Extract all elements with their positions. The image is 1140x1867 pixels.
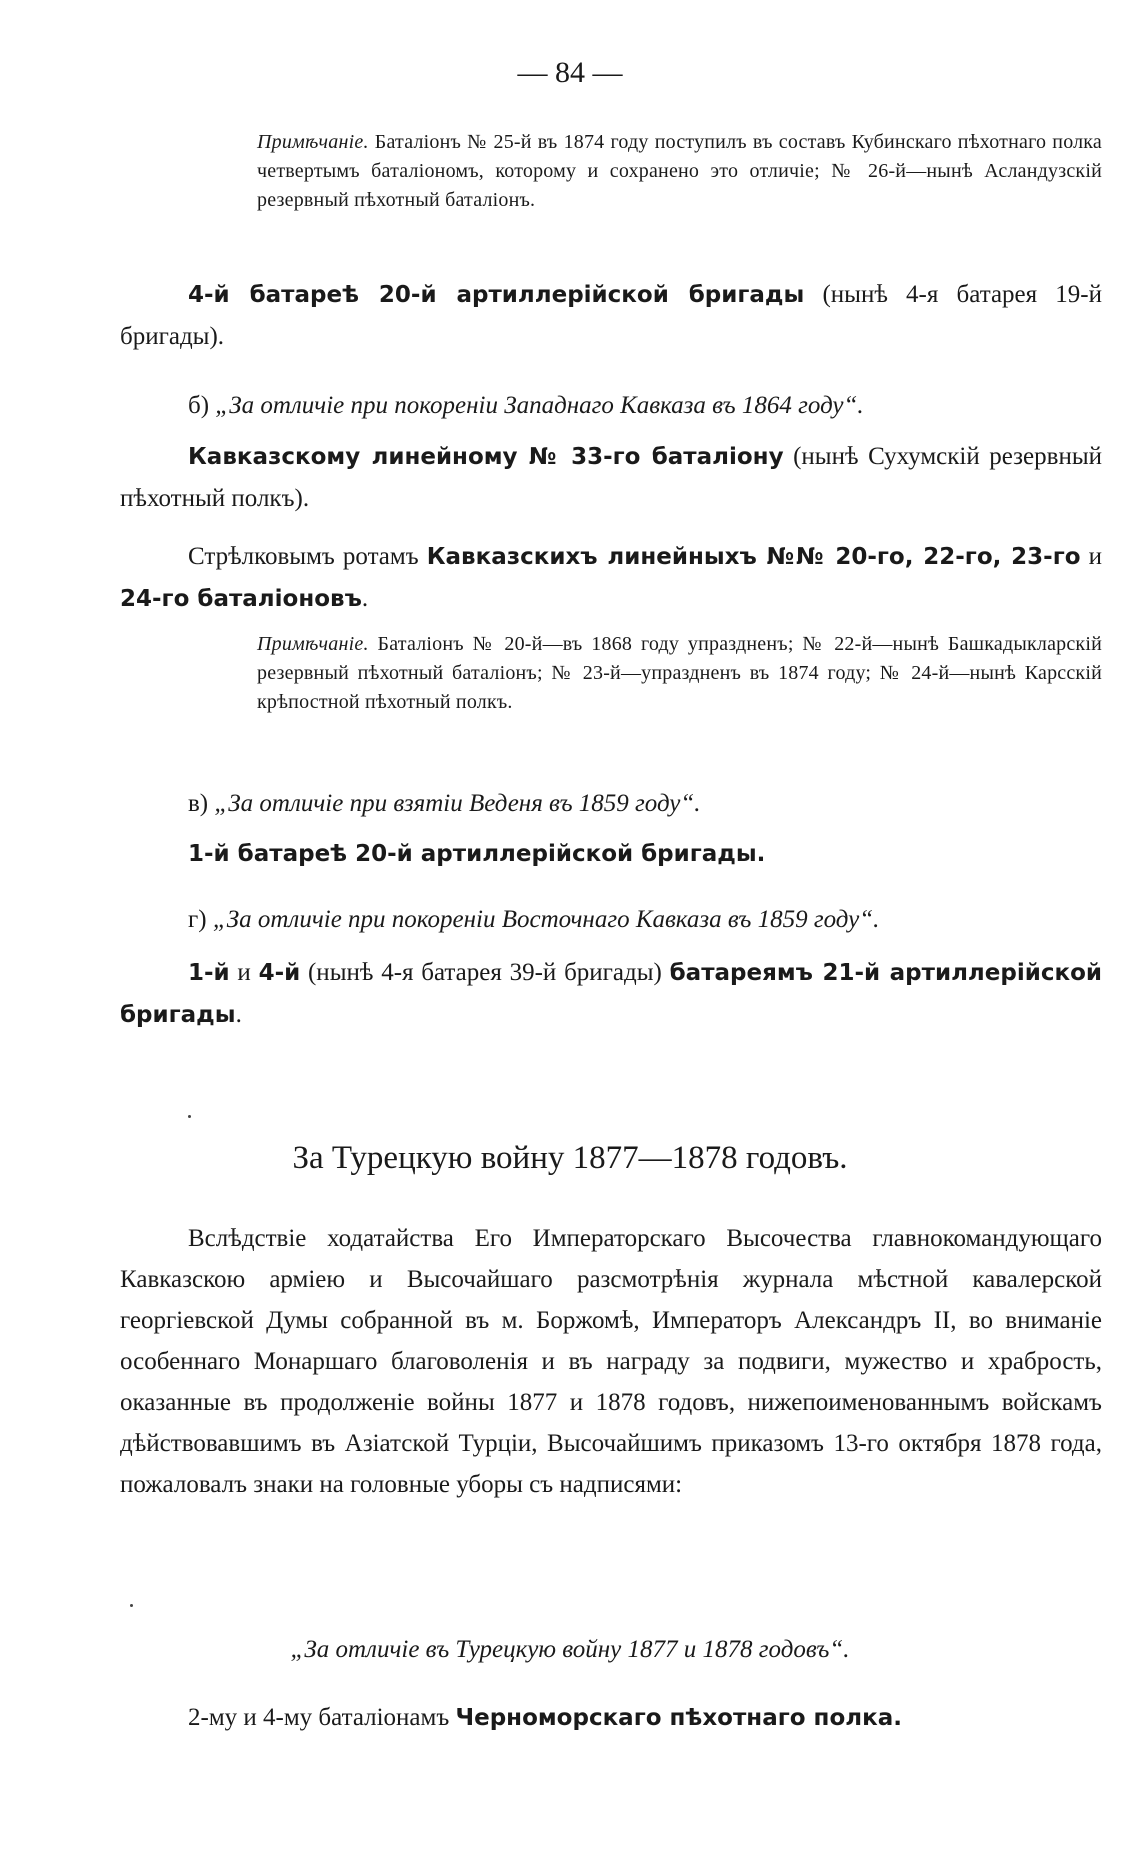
unit-name: 1-й батареѣ 20-й артиллерійской бригады.	[188, 841, 766, 867]
motto-prefix: б)	[188, 392, 210, 419]
motto-prefix: г)	[188, 906, 207, 933]
footnote-1	[257, 128, 1102, 215]
paragraph-decree: Вслѣдствіе ходатайства Его Императорскаго Высочества главнокомандующаго Кавказскою арміею и Высочайшаго разсмотрѣнія журнала мѣстной кавалерской георгіевской Думы собранной въ м. Боржомѣ, Императоръ Александръ II, во вниманіе особеннаго Монаршаго благоволенія и въ награду за подвиги, мужество и храбрость, оказанные въ продолженіе войны 1877 и 1878 годовъ, нижепоименованнымъ войскамъ дѣйствовавшимъ въ Азіатской Турціи, Высочайшимъ приказомъ 13-го октября 1878 года, пожаловалъ знаки на головные уборы съ надписями:	[120, 1225, 1102, 1498]
section-heading: За Турецкую войну 1877—1878 годовъ.	[292, 1140, 848, 1176]
motto-v	[188, 786, 1102, 822]
footnote-2	[257, 630, 1102, 717]
paragraph-batteries-21: 1-й и 4-й (нынѣ 4-я батарея 39-й бригады) батареямъ 21-й артиллерійской бригады.	[120, 959, 1102, 1028]
unit-name: 24-го баталіоновъ	[120, 586, 362, 612]
print-speck	[188, 1115, 191, 1118]
unit-name: Кавказскому линейному № 33-го баталіону	[188, 444, 784, 470]
print-speck	[130, 1604, 133, 1607]
motto-final	[0, 1632, 1140, 1668]
motto-text: „За отличіе въ Турецкую войну 1877 и 1878 годовъ“.	[290, 1636, 850, 1663]
paragraph-battery-20	[120, 274, 1102, 357]
unit-name: Кавказскихъ линейныхъ №№ 20-го, 22-го, 23-го	[426, 544, 1081, 570]
motto-g	[188, 902, 1102, 938]
paragraph-black-sea-regiment: 2-му и 4-му баталіонамъ Черноморскаго пѣхотнаго полка.	[188, 1704, 902, 1731]
footnote-text: Баталіонъ № 20-й—въ 1868 году упраздненъ; № 22-й—нынѣ Башкадыкларскій резервный пѣхотный баталіонъ; № 23-й—упраздненъ въ 1874 году; № 24-й—нынѣ Карсскій крѣпостной пѣхотный полкъ.	[257, 633, 1102, 713]
unit-name: 4-й	[258, 960, 301, 986]
motto-text: „За отличіе при покореніи Западнаго Кавказа въ 1864 году“.	[215, 392, 864, 419]
paragraph-rifle-companies: Стрѣлковымъ ротамъ Кавказскихъ линейныхъ №№ 20-го, 22-го, 23-го и 24-го баталіоновъ.	[120, 543, 1102, 612]
paragraph-text: (нынѣ 4-я батарея 19-й бригады).	[120, 281, 1102, 350]
paragraph-battery-1	[188, 836, 765, 872]
motto-prefix: в)	[188, 790, 209, 817]
unit-name: 1-й	[188, 960, 230, 986]
unit-name: Черноморскаго пѣхотнаго полка.	[455, 1705, 902, 1731]
footnote-label: Примѣчаніе.	[257, 633, 369, 655]
motto-text: „За отличіе при взятіи Веденя въ 1859 году“.	[214, 790, 701, 817]
motto-text: „За отличіе при покореніи Восточнаго Кавказа въ 1859 году“.	[212, 906, 880, 933]
motto-b	[188, 388, 1102, 424]
footnote-label: Примѣчаніе.	[257, 131, 369, 153]
footnote-text: Баталіонъ № 25-й въ 1874 году поступилъ въ составъ Кубинскаго пѣхотнаго полка четвертымъ баталіономъ, которому и сохранено это отличіе; № 26-й—нынѣ Асландузскій резервный пѣхотный баталіонъ.	[257, 131, 1103, 211]
unit-name: батареямъ 21-й артиллерійской бригады	[120, 960, 1102, 1028]
paragraph-line-battalion-33	[120, 436, 1102, 519]
page-number: — 84 —	[517, 56, 623, 89]
unit-name: 4-й батареѣ 20-й артиллерійской бригады	[188, 282, 805, 308]
paragraph-text: (нынѣ Сухумскій резервный пѣхотный полкъ).	[120, 443, 1103, 512]
